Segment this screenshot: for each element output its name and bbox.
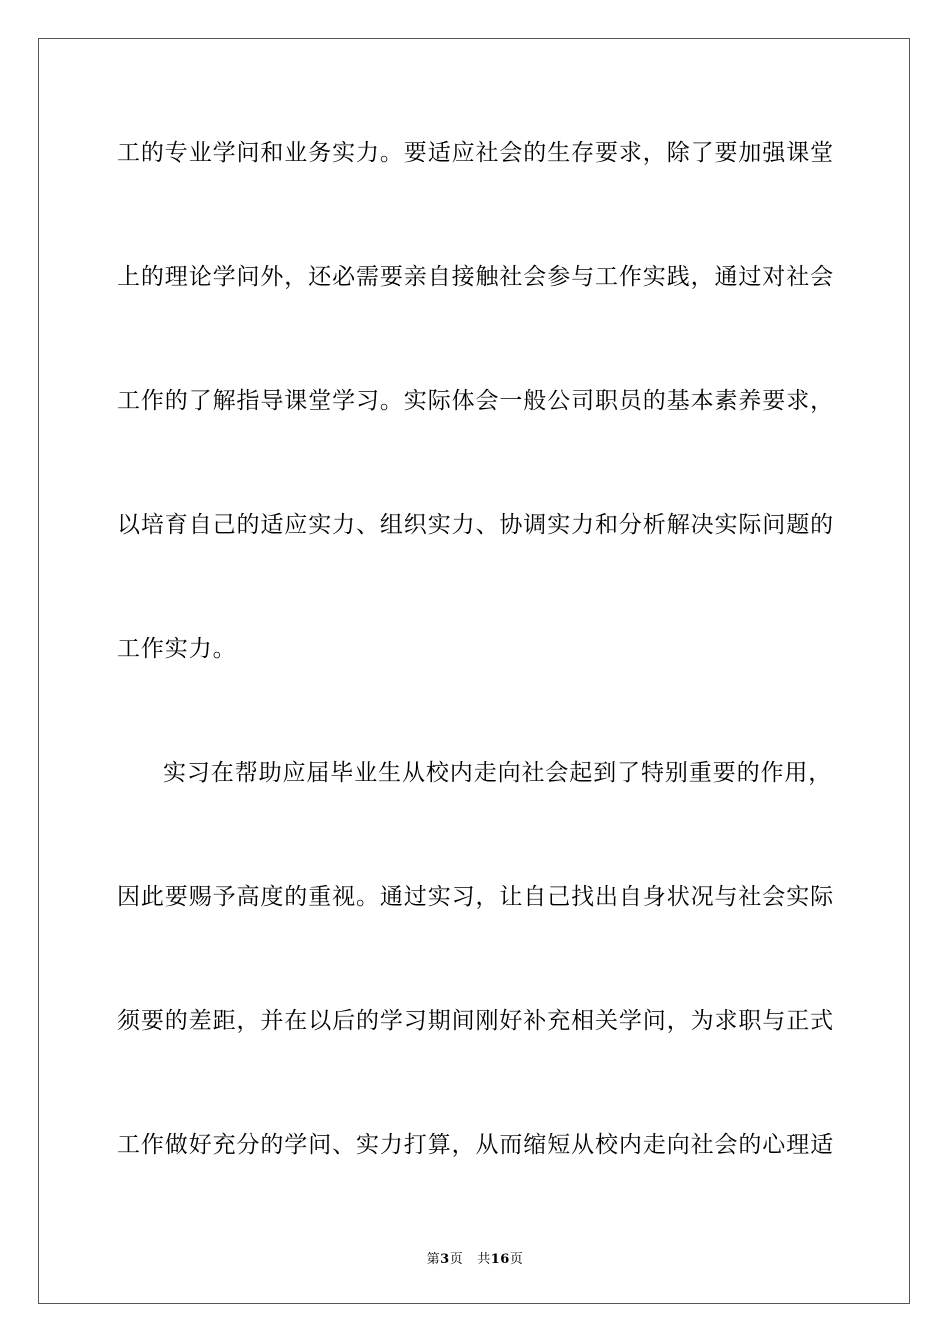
total-pages: 16 — [490, 1252, 510, 1267]
paragraph-first-line: 实习在帮助应届毕业生从校内走向社会起到了特别重要的作用， — [163, 760, 833, 786]
paragraph-line: 因此要赐予高度的重视。通过实习，让自己找出自身状况与社会实际 — [117, 884, 834, 910]
page-footer — [0, 1248, 950, 1267]
page-number: 3 — [440, 1252, 450, 1267]
page-prefix: 第 — [426, 1252, 441, 1267]
paragraph-line: 须要的差距，并在以后的学习期间刚好补充相关学问，为求职与正式 — [117, 1008, 834, 1034]
paragraph-line: 工作的了解指导课堂学习。实际体会一般公司职员的基本素养要求， — [117, 388, 834, 414]
paragraph-line: 以培育自己的适应实力、组织实力、协调实力和分析解决实际问题的 — [117, 512, 834, 538]
page-border — [38, 38, 910, 1304]
paragraph-line: 工作做好充分的学问、实力打算，从而缩短从校内走向社会的心理适 — [117, 1132, 834, 1158]
paragraph-line: 工的专业学问和业务实力。要适应社会的生存要求，除了要加强课堂 — [117, 140, 834, 166]
total-suffix: 页 — [509, 1252, 524, 1267]
page-suffix: 页 — [449, 1252, 464, 1267]
paragraph-line: 工作实力。 — [117, 636, 237, 662]
paragraph-line: 上的理论学问外，还必需要亲自接触社会参与工作实践，通过对社会 — [117, 264, 834, 290]
total-prefix: 共 — [477, 1252, 491, 1267]
